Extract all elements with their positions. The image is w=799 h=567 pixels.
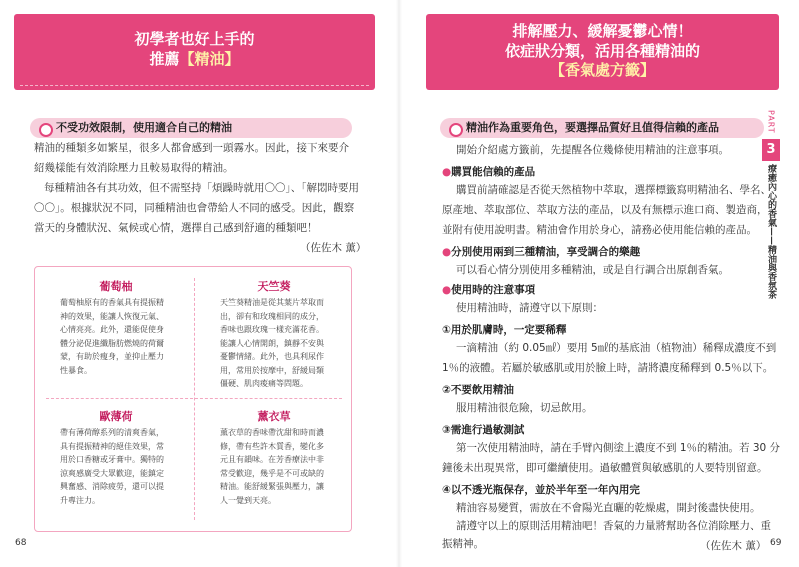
item-head: ●購買能信賴的產品 <box>442 166 536 178</box>
chapter-side-tab <box>759 110 783 299</box>
item-head: ●分別使用兩到三種精油，享受調合的樂趣 <box>442 246 641 258</box>
item-head: ●使用時的注意事項 <box>442 284 536 296</box>
right-banner-tag: 【香氣處方籤】 <box>549 61 655 79</box>
oil-desc-peppermint: 帶有薄荷醇系列的清爽香氣， 具有提振精神的絕佳效果，常 用於口香糖或牙膏中。獨特的 涼爽感廣受大眾歡迎，能鎮定 興奮感、消除疲勞，還可以提 升專注力。 <box>60 428 164 505</box>
right-intro: 開始介紹處方籤前，先提醒各位幾條使用精油的注意事項。 <box>456 144 729 156</box>
page-number-left: 68 <box>15 538 27 548</box>
rule-line: 精油容易變質，需放在不會陽光直曬的乾燥處，開封後盡快使用。 <box>456 502 761 514</box>
banner-divider <box>20 85 369 86</box>
right-page <box>400 0 799 567</box>
oil-desc-grapefruit: 葡萄柚原有的香氣具有提振精 神的效果，能讓人恢復元氣、 心情亮亮。此外，還能促使身 體分泌促進纖脂肪燃燒的荷爾 蒙，有助於瘦身，並抑止壓力 性暴食。 <box>60 298 164 375</box>
item-line: 可以看心情分別使用多種精油，或是自行調合出原創香氣。 <box>456 264 729 276</box>
item-line: 並附有使用說明書。精油會作用於身心，請務必使用能信賴的產品。 <box>442 224 757 236</box>
right-banner-line2: 依症狀分類，活用各種精油的 <box>504 41 700 60</box>
rule-line: 振精神。 <box>442 538 484 550</box>
oil-grid-vdivider <box>194 278 195 520</box>
left-paragraph-line: 當天的身體狀況、氣候或心情，選擇自己感到舒適的種類吧！ <box>34 222 318 234</box>
rule-line: 服用精油很危險，切忌飲用。 <box>456 402 593 414</box>
page-number-right: 69 <box>770 538 782 548</box>
rule-line: 一滴精油（約 0.05㎖）要用 5㎖的基底油（植物油）稀釋成濃度不到 <box>456 342 777 354</box>
oil-desc-lavender: 薰衣草的香味帶沈甜和時而濃 修，帶有些許木質香，變化多 元且有韻味。在芳香療法中非 常受歡迎，幾乎是不可或缺的 精油。能舒緩緊張與壓力，讓 人一覺到天亮。 <box>220 428 324 505</box>
left-author: （佐佐木 薰） <box>300 242 367 254</box>
right-section-title: 精油作為重要角色，要選擇品質好且值得信賴的產品 <box>440 118 764 138</box>
rule-head: ③需進行過敏測試 <box>442 424 525 436</box>
rule-head: ②不要飲用精油 <box>442 384 514 396</box>
rule-line: 請遵守以上的原則活用精油吧！香氣的力量將幫助各位消除壓力、重 <box>456 520 771 532</box>
left-section-title: 不受功效限制，使用適合自己的精油 <box>30 118 352 138</box>
side-chapter-title: 療癒內心的香氣——精油與香氛茶 <box>766 163 776 299</box>
rule-head: ④以不透光瓶保存，並於半年至一年內用完 <box>442 484 640 496</box>
oil-desc-geranium: 天竺葵精油是從其葉片萃取而 出，卻有和玫瑰相同的成分， 香味也跟玫瑰一樣充滿花香。 能讓人心情開朗，鎮靜不安與 憂鬱情緒。此外，也具利尿作 用，常用於按摩中，舒緩局類 僵硬、肌肉痠痛等問題。 <box>220 298 324 388</box>
left-banner-line1: 初學者也好上手的 <box>134 30 255 48</box>
side-chapter-number: 3 <box>762 139 780 161</box>
item-line: 原產地、萃取部位、萃取方法的產品，以及有無標示進口商、製造商， <box>442 204 768 216</box>
oil-name-peppermint: 歐薄荷 <box>99 410 133 423</box>
rule-line: 鐘後未出現異常，即可繼續使用。過敏體質與敏感肌的人要特別留意。 <box>442 462 768 474</box>
left-banner-line2 <box>14 50 375 70</box>
oil-name-grapefruit: 葡萄柚 <box>99 280 133 293</box>
right-author: （佐佐木 薰） <box>700 540 767 552</box>
left-title-banner <box>14 14 375 90</box>
side-part-label: PART <box>766 110 776 134</box>
rule-line: 第一次使用精油時，請在手臂內側塗上濃度不到 1％的精油。若 30 分 <box>456 442 781 454</box>
rule-line: 1％的液體。若屬於敏感肌或用於臉上時，請將濃度稀釋到 0.5％以下。 <box>442 362 774 374</box>
item-line: 使用精油時，請遵守以下原則： <box>456 302 603 314</box>
left-banner-tag: 【精油】 <box>179 49 240 68</box>
item-line: 購買前請確認是否從天然植物中萃取，選擇標籤寫明精油名、學名、 <box>456 184 771 196</box>
rule-head: ①用於肌膚時，一定要稀釋 <box>442 324 567 336</box>
left-page <box>0 0 399 567</box>
left-paragraph-line: 紹幾樣能有效消除壓力且較易取得的精油。 <box>34 162 234 174</box>
oil-name-lavender: 薰衣草 <box>257 410 291 423</box>
oil-name-geranium: 天竺葵 <box>257 280 291 293</box>
left-paragraph-line: 〇〇」。根據狀況不同，同種精油也會帶給人不同的感受。因此，觀察 <box>34 202 355 214</box>
left-paragraph-line: 每種精油各有其功效，但不需堅持「煩躁時就用〇〇」、「解悶時要用 <box>44 182 359 194</box>
right-banner-line1: 排解壓力、緩解憂鬱心情！ <box>512 22 693 40</box>
left-banner-prefix: 推薦 <box>149 49 180 68</box>
left-paragraph-line: 精油的種類多如繁星，很多人都會感到一頭霧水。因此，接下來要介 <box>34 142 349 154</box>
right-title-banner <box>426 14 779 90</box>
